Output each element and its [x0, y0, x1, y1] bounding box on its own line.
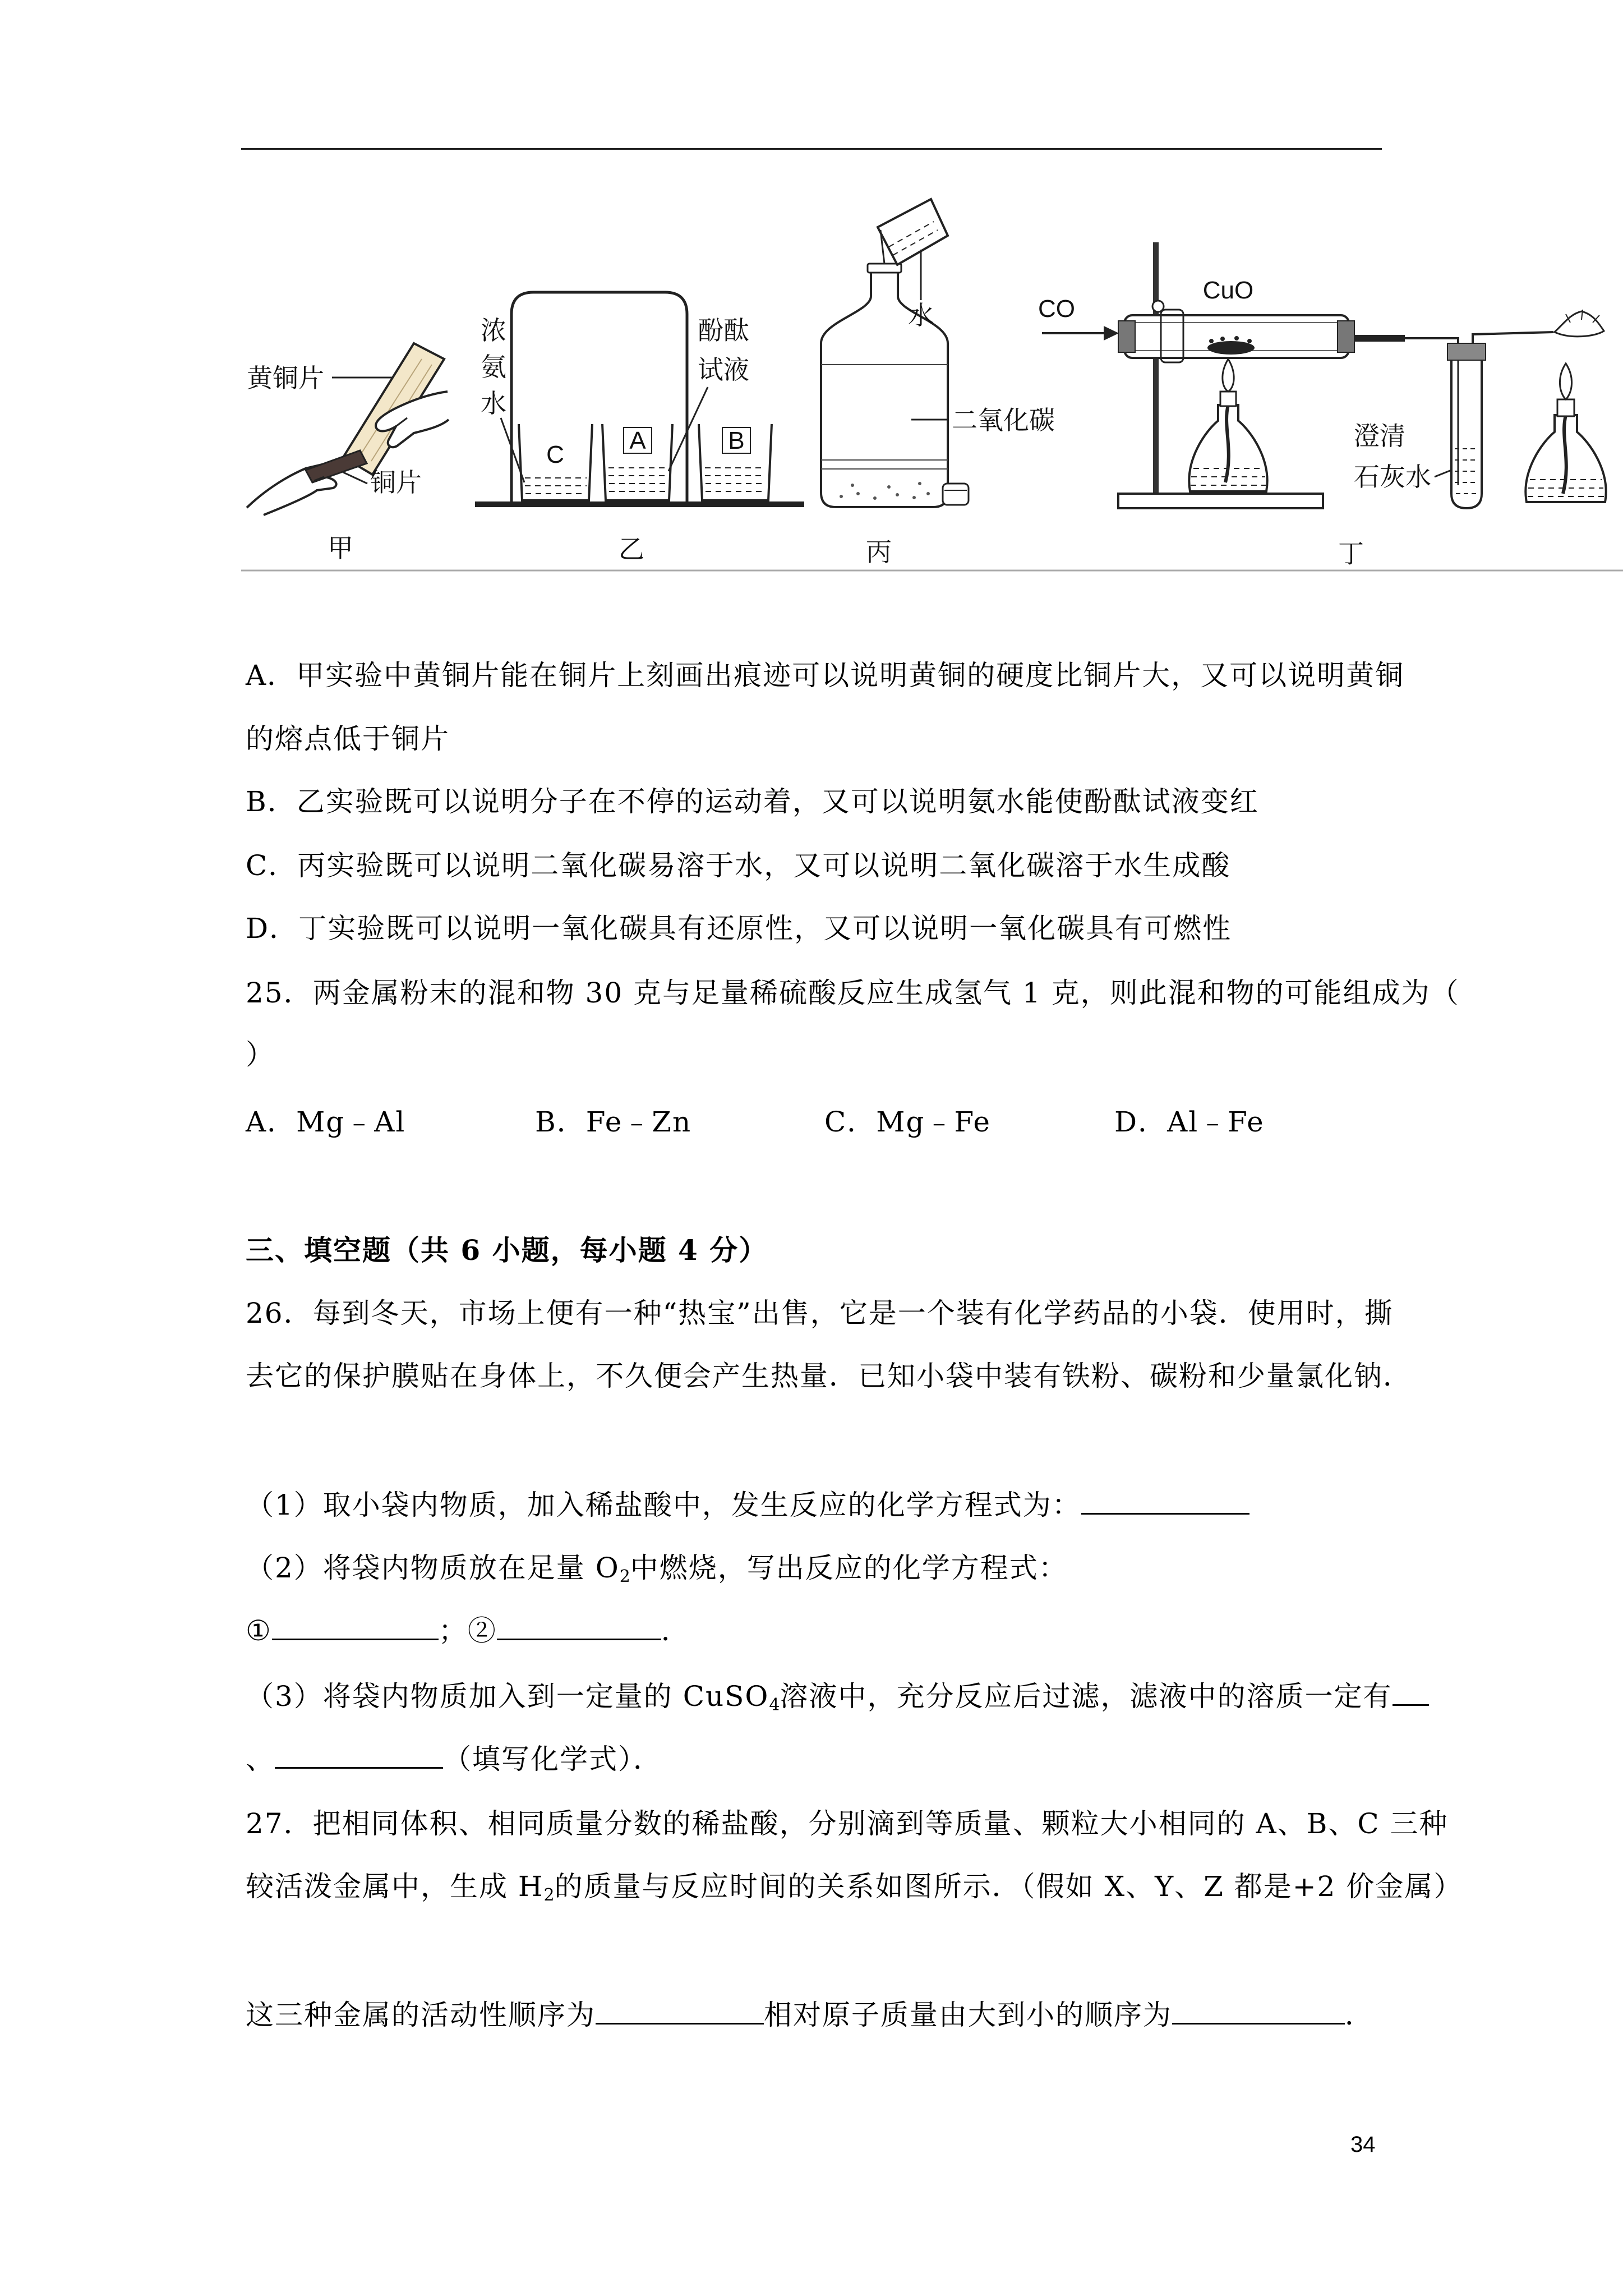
- q26-part3-line2-start: 、: [246, 1743, 275, 1775]
- bottle-cap: [943, 484, 969, 505]
- panel-ding: [1038, 242, 1606, 569]
- left-stopper: [1118, 321, 1135, 352]
- outlet-tube: [1473, 332, 1553, 343]
- wick-holder: [1220, 392, 1236, 406]
- q24-option-c: C．丙实验既可以说明二氧化碳易溶于水，又可以说明二氧化碳溶于水生成酸: [246, 849, 1231, 882]
- limewater-label-1: 澄清: [1354, 421, 1405, 451]
- q25-option-a: A．Mg﹣Al: [246, 1106, 406, 1138]
- indicator-label-2: 试液: [698, 355, 749, 385]
- q24-option-a-line1: A．甲实验中黄铜片能在铜片上刻画出痕迹可以说明黄铜的硬度比铜片大，又可以说明黄铜: [246, 659, 1405, 692]
- q26-part3-line2: [246, 1742, 662, 1776]
- panel-label-bing: 丙: [866, 537, 892, 567]
- cuo-label: CuO: [1202, 277, 1254, 304]
- copper-plate-leader: [343, 472, 367, 484]
- answer-end: ．: [661, 1614, 690, 1647]
- q26-part1: [246, 1488, 1249, 1522]
- answer-blank: [596, 1998, 764, 2024]
- limewater-leader: [1435, 470, 1451, 477]
- beaker-b-label: B: [728, 427, 745, 454]
- water-label: 水: [908, 300, 934, 330]
- test-tube-stopper: [1447, 343, 1486, 360]
- panel-yi: [475, 292, 804, 564]
- answer-blank: [272, 1614, 439, 1640]
- q27-question-part2: 相对原子质量由大到小的顺序为: [764, 1999, 1172, 2031]
- q25-option-b: B．Fe﹣Zn: [535, 1106, 692, 1138]
- q27-stem-line2-before: 较活泼金属中，生成 H: [246, 1870, 544, 1903]
- panel-jia: [247, 343, 449, 563]
- q26-part3: [246, 1680, 1429, 1713]
- answer-blank: [275, 1742, 443, 1769]
- brass-plate-label: 黄铜片: [247, 363, 324, 393]
- section-header: 三、填空题（共 6 小题，每小题 4 分）: [246, 1234, 768, 1267]
- q26-stem-line1: 26．每到冬天，市场上便有一种“热宝”出售，它是一个装有化学药品的小袋．使用时，撕: [246, 1297, 1394, 1329]
- q26-stem-line2: 去它的保护膜贴在身体上，不久便会产生热量．已知小袋中装有铁粉、碳粉和少量氯化钠．: [246, 1360, 1412, 1392]
- co-arrow-head: [1104, 326, 1119, 341]
- ammonia-label-1: 浓: [481, 315, 506, 346]
- q27-question-part1: 这三种金属的活动性顺序为: [246, 1999, 596, 2031]
- q25-option-d: D．Al﹣Fe: [1114, 1106, 1265, 1138]
- answer-marker-2: ②: [467, 1614, 497, 1647]
- beaker-a-liquid: [608, 468, 666, 491]
- q27-stem-line1: 27．把相同体积、相同质量分数的稀盐酸，分别滴到等质量、颗粒大小相同的 A、B、C 三种: [246, 1807, 1449, 1840]
- carbon-dioxide-label: 二氧化碳: [952, 405, 1055, 435]
- copper-plate-label: 铜片: [370, 467, 422, 498]
- q26-part2-after: 中燃烧，写出反应的化学方程式：: [630, 1552, 1068, 1584]
- q27-question: [246, 1998, 1374, 2032]
- q25-stem-line1: 25．两金属粉末的混和物 30 克与足量稀硫酸反应生成氢气 1 克，则此混和物的可能组成为（: [246, 977, 1460, 1009]
- copper-plate: [306, 450, 367, 482]
- page-number: 34: [1350, 2132, 1376, 2157]
- q27-subscript: 2: [543, 1885, 555, 1905]
- experiment-figure: [0, 0, 1623, 583]
- q26-part3-line2-after: （填写化学式）．: [443, 1743, 662, 1775]
- q26-part2-answers: [246, 1614, 690, 1648]
- q24-option-b: B．乙实验既可以说明分子在不停的运动着，又可以说明氨水能使酚酞试液变红: [246, 785, 1259, 818]
- q26-part2-before: （2）将袋内物质放在足量 O: [246, 1552, 620, 1584]
- q26-part1-text: （1）取小袋内物质，加入稀盐酸中，发生反应的化学方程式为：: [246, 1489, 1081, 1521]
- right-stopper: [1338, 321, 1354, 352]
- answer-blank: [1393, 1680, 1429, 1706]
- q24-option-d: D．丁实验既可以说明一氧化碳具有还原性，又可以说明一氧化碳具有可燃性: [246, 912, 1232, 945]
- q25-option-c: C．Mg﹣Fe: [824, 1106, 992, 1138]
- stand-base: [1118, 494, 1323, 508]
- co-label: CO: [1038, 295, 1075, 323]
- bell-jar: [511, 292, 687, 504]
- answer-marker-1: ①: [246, 1614, 272, 1647]
- beaker-c-liquid: [525, 478, 587, 494]
- q27-question-end: ．: [1345, 1999, 1374, 2031]
- ammonia-label-3: 水: [481, 388, 506, 418]
- q26-part3-subscript: 4: [769, 1695, 780, 1715]
- q27-stem-line2: [246, 1870, 1463, 1903]
- ammonia-label-2: 氨: [481, 352, 506, 382]
- beaker-b-liquid: [705, 468, 766, 491]
- q26-part3-after: 溶液中，充分反应后过滤，滤液中的溶质一定有: [780, 1680, 1393, 1713]
- q25-stem-line2: ）: [246, 1038, 275, 1071]
- answer-blank: [497, 1614, 661, 1640]
- panel-bing: [821, 199, 1055, 567]
- second-lamp-flame: [1560, 364, 1571, 399]
- limewater-label-2: 石灰水: [1354, 462, 1431, 492]
- q26-part2: [246, 1551, 1068, 1585]
- pouring-beaker: [878, 199, 948, 265]
- panel-label-yi: 乙: [619, 534, 644, 564]
- q26-part3-before: （3）将袋内物质加入到一定量的 CuSO: [246, 1680, 769, 1713]
- panel-label-ding: 丁: [1338, 539, 1364, 569]
- beaker-c-label: C: [546, 441, 564, 468]
- beaker-a-label: A: [629, 427, 646, 454]
- answer-separator: ；: [438, 1614, 468, 1647]
- panel-label-jia: 甲: [328, 533, 353, 563]
- burning-gas-flame: [1555, 311, 1604, 337]
- second-wick-holder: [1557, 399, 1574, 416]
- q27-stem-line2-after: 的质量与反应时间的关系如图所示．（假如 X、Y、Z 都是+2 价金属）: [554, 1870, 1463, 1903]
- answer-blank: [1081, 1488, 1249, 1515]
- test-tube: [1451, 359, 1482, 508]
- copper-oxide-powder: [1207, 341, 1255, 355]
- answer-blank: [1172, 1998, 1345, 2024]
- lamp-flame: [1223, 359, 1234, 392]
- q24-option-a-line2: 的熔点低于铜片: [246, 723, 450, 755]
- q26-part2-subscript: 2: [619, 1567, 630, 1586]
- indicator-label-1: 酚酞: [698, 315, 749, 346]
